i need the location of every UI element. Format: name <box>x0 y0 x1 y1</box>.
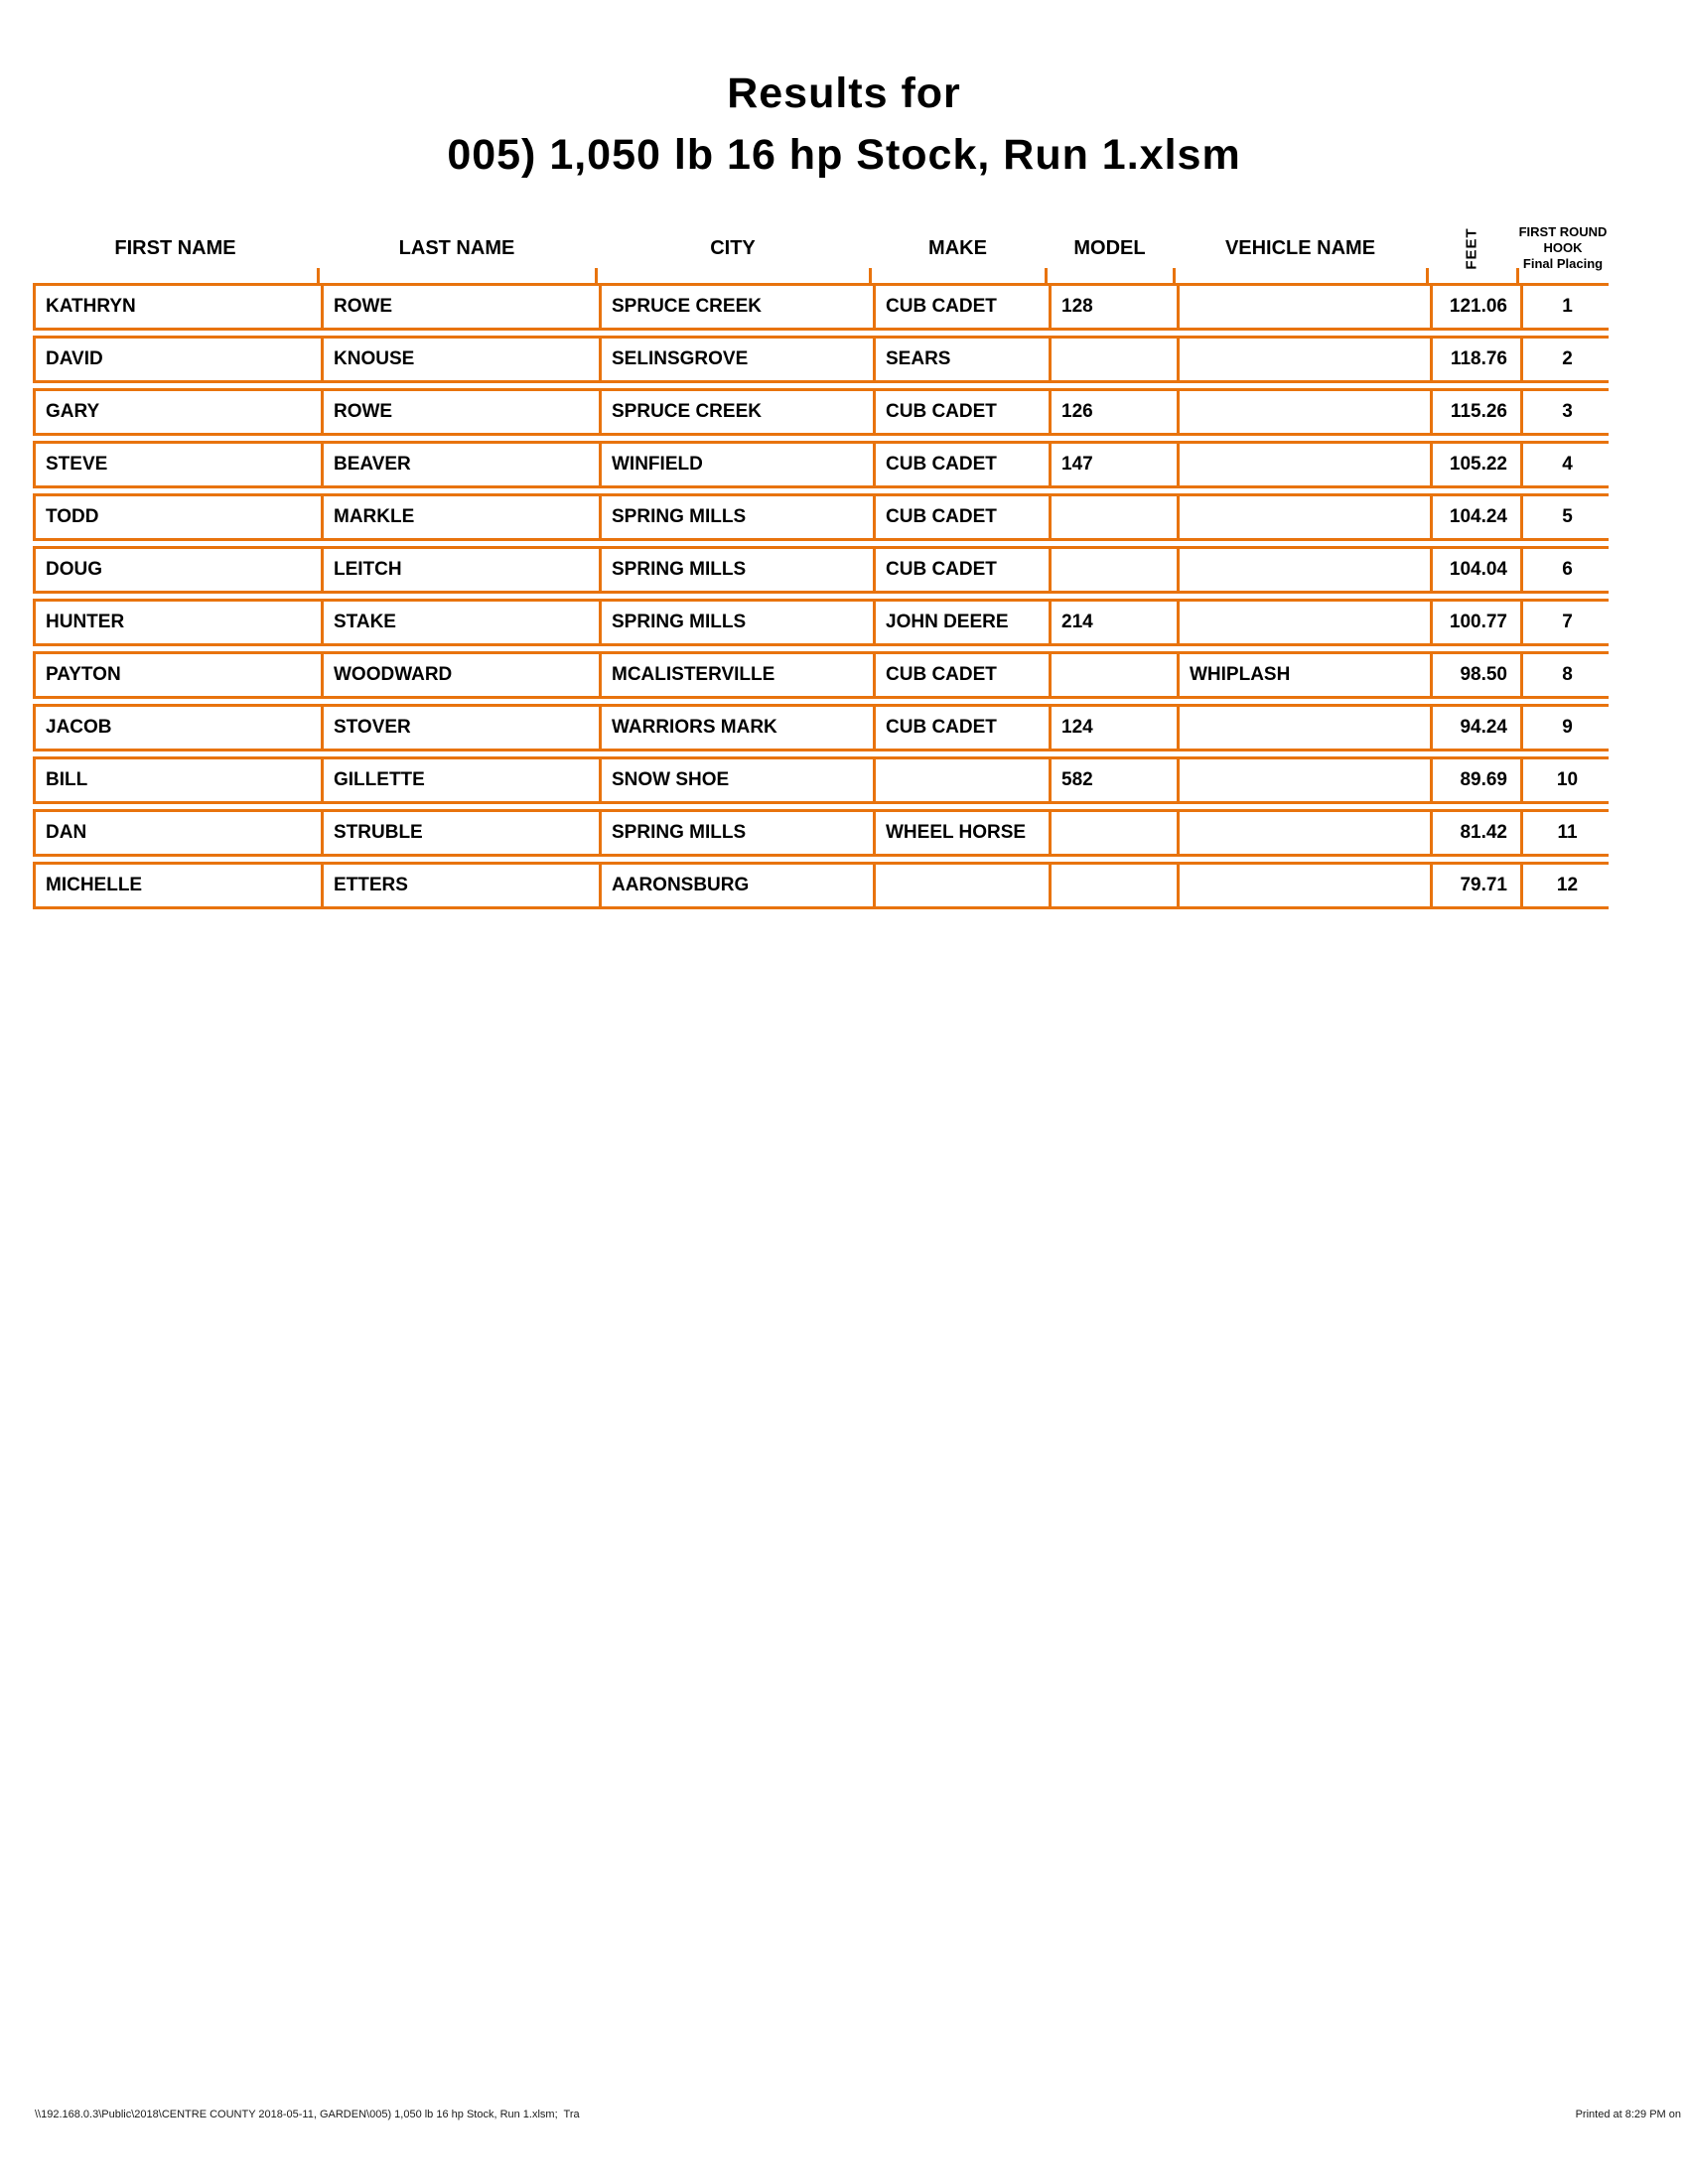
page-title-line1: Results for <box>727 69 961 117</box>
table-row <box>33 441 1609 488</box>
cell-city: SPRUCE CREEK <box>599 391 873 433</box>
cell-vehicle-name <box>1177 549 1430 591</box>
cell-city: SNOW SHOE <box>599 759 873 801</box>
cell-vehicle-name <box>1177 602 1430 643</box>
cell-feet: 81.42 <box>1430 812 1520 854</box>
cell-make: SEARS <box>873 339 1049 380</box>
cell-last-name: ETTERS <box>321 865 599 906</box>
cell-city: SELINSGROVE <box>599 339 873 380</box>
cell-last-name: ROWE <box>321 391 599 433</box>
cell-vehicle-name <box>1177 707 1430 749</box>
cell-vehicle-name <box>1177 865 1430 906</box>
column-header-city: CITY <box>710 236 756 259</box>
cell-make <box>873 759 1049 801</box>
column-header-vehicle-name: VEHICLE NAME <box>1224 236 1376 259</box>
cell-city: SPRING MILLS <box>599 496 873 538</box>
cell-model <box>1049 339 1177 380</box>
cell-feet: 104.04 <box>1430 549 1520 591</box>
cell-last-name: LEITCH <box>321 549 599 591</box>
cell-vehicle-name <box>1177 444 1430 485</box>
cell-city: SPRING MILLS <box>599 812 873 854</box>
cell-feet: 105.22 <box>1430 444 1520 485</box>
cell-first-name: DOUG <box>46 559 102 580</box>
cell-placing: 10 <box>1520 759 1612 801</box>
cell-feet: 98.50 <box>1430 654 1520 696</box>
cell-last-name: ROWE <box>321 286 599 328</box>
column-header-make: MAKE <box>928 236 987 259</box>
cell-make: CUB CADET <box>873 707 1049 749</box>
cell-feet: 89.69 <box>1430 759 1520 801</box>
cell-model <box>1049 496 1177 538</box>
cell-placing: 11 <box>1520 812 1612 854</box>
cell-last-name: STOVER <box>321 707 599 749</box>
cell-first-name: GARY <box>46 401 100 422</box>
cell-make: CUB CADET <box>873 444 1049 485</box>
cell-city: SPRING MILLS <box>599 602 873 643</box>
cell-city: WINFIELD <box>599 444 873 485</box>
table-row <box>33 862 1609 909</box>
cell-first-name: BILL <box>46 769 88 790</box>
footer-printed-at: Printed at 8:29 PM on <box>1575 2109 1681 2120</box>
cell-vehicle-name <box>1177 286 1430 328</box>
cell-vehicle-name <box>1177 391 1430 433</box>
cell-first-name: STEVE <box>46 454 108 475</box>
cell-placing: 12 <box>1520 865 1612 906</box>
cell-placing: 4 <box>1520 444 1612 485</box>
table-row <box>33 546 1609 594</box>
cell-placing: 1 <box>1520 286 1612 328</box>
column-header-model: MODEL <box>1073 236 1146 259</box>
cell-first-name: HUNTER <box>46 612 125 632</box>
table-row <box>33 388 1609 436</box>
page-title-line2: 005) 1,050 lb 16 hp Stock, Run 1.xlsm <box>447 131 1241 179</box>
cell-make: CUB CADET <box>873 549 1049 591</box>
table-row <box>33 809 1609 857</box>
cell-last-name: MARKLE <box>321 496 599 538</box>
table-row <box>33 493 1609 541</box>
cell-vehicle-name <box>1177 496 1430 538</box>
cell-model <box>1049 865 1177 906</box>
cell-feet: 118.76 <box>1430 339 1520 380</box>
column-header-first-name: FIRST NAME <box>114 236 236 259</box>
cell-model: 214 <box>1049 602 1177 643</box>
cell-city: SPRING MILLS <box>599 549 873 591</box>
cell-placing: 5 <box>1520 496 1612 538</box>
table-row <box>33 651 1609 699</box>
cell-last-name: KNOUSE <box>321 339 599 380</box>
cell-placing: 6 <box>1520 549 1612 591</box>
cell-model: 128 <box>1049 286 1177 328</box>
cell-make: JOHN DEERE <box>873 602 1049 643</box>
cell-city: MCALISTERVILLE <box>599 654 873 696</box>
cell-vehicle-name <box>1177 339 1430 380</box>
results-table <box>33 283 1609 914</box>
cell-feet: 115.26 <box>1430 391 1520 433</box>
feet-rotated-label: FEET <box>1464 226 1480 270</box>
column-header-placing: FIRST ROUND HOOK Final Placing <box>1518 224 1608 271</box>
cell-first-name: TODD <box>46 506 99 527</box>
cell-model <box>1049 812 1177 854</box>
cell-placing: 8 <box>1520 654 1612 696</box>
cell-make: CUB CADET <box>873 391 1049 433</box>
cell-placing: 2 <box>1520 339 1612 380</box>
cell-placing: 3 <box>1520 391 1612 433</box>
cell-first-name: MICHELLE <box>46 875 143 895</box>
cell-first-name: PAYTON <box>46 664 121 685</box>
cell-make: CUB CADET <box>873 496 1049 538</box>
table-row <box>33 599 1609 646</box>
cell-placing: 7 <box>1520 602 1612 643</box>
cell-make: CUB CADET <box>873 654 1049 696</box>
cell-first-name: DAVID <box>46 348 103 369</box>
cell-vehicle-name: WHIPLASH <box>1177 654 1430 696</box>
cell-feet: 79.71 <box>1430 865 1520 906</box>
cell-feet: 121.06 <box>1430 286 1520 328</box>
cell-first-name: DAN <box>46 822 87 843</box>
cell-feet: 100.77 <box>1430 602 1520 643</box>
table-row <box>33 336 1609 383</box>
cell-last-name: GILLETTE <box>321 759 599 801</box>
table-row <box>33 756 1609 804</box>
cell-city: AARONSBURG <box>599 865 873 906</box>
cell-model: 126 <box>1049 391 1177 433</box>
table-row <box>33 283 1609 331</box>
cell-model: 582 <box>1049 759 1177 801</box>
footer-file-path: \\192.168.0.3\Public\2018\CENTRE COUNTY 2018-05-11, GARDEN\005) 1,050 lb 16 hp Stock, Run 1.xlsm; Tra <box>35 2109 580 2120</box>
cell-last-name: WOODWARD <box>321 654 599 696</box>
cell-first-name: JACOB <box>46 717 112 738</box>
cell-vehicle-name <box>1177 812 1430 854</box>
cell-city: WARRIORS MARK <box>599 707 873 749</box>
cell-make <box>873 865 1049 906</box>
column-header-last-name: LAST NAME <box>398 236 515 259</box>
cell-make: CUB CADET <box>873 286 1049 328</box>
cell-first-name: KATHRYN <box>46 296 136 317</box>
cell-make: WHEEL HORSE <box>873 812 1049 854</box>
cell-feet: 104.24 <box>1430 496 1520 538</box>
cell-model: 147 <box>1049 444 1177 485</box>
cell-city: SPRUCE CREEK <box>599 286 873 328</box>
cell-last-name: STAKE <box>321 602 599 643</box>
cell-model <box>1049 654 1177 696</box>
cell-feet: 94.24 <box>1430 707 1520 749</box>
column-header-feet <box>1427 220 1517 276</box>
cell-last-name: BEAVER <box>321 444 599 485</box>
cell-placing: 9 <box>1520 707 1612 749</box>
table-row <box>33 704 1609 751</box>
cell-model: 124 <box>1049 707 1177 749</box>
cell-model <box>1049 549 1177 591</box>
cell-vehicle-name <box>1177 759 1430 801</box>
cell-last-name: STRUBLE <box>321 812 599 854</box>
